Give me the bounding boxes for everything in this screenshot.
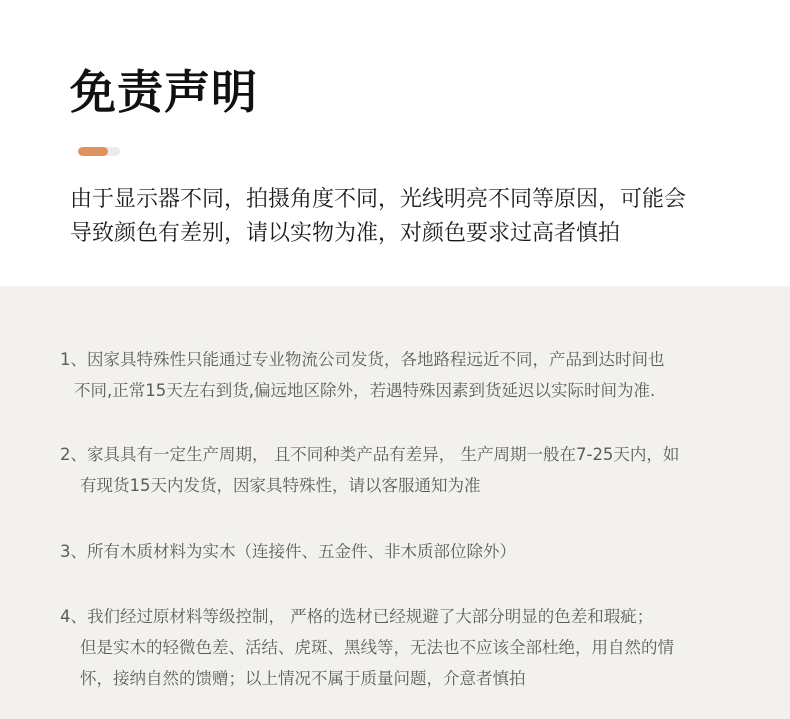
note-line: 不同,正常15天左右到货,偏远地区除外，若遇特殊因素到货延迟以实际时间为准. xyxy=(74,381,656,400)
note-line: 3、所有木质材料为实木（连接件、五金件、非木质部位除外） xyxy=(60,542,516,561)
note-line: 1、因家具特殊性只能通过专业物流公司发货，各地路程远近不同，产品到达时间也 xyxy=(60,350,665,369)
note-item-3 xyxy=(60,536,760,567)
header-section xyxy=(0,0,790,286)
intro-line: 导致颜色有差别，请以实物为准，对颜色要求过高者慎拍 xyxy=(70,221,621,246)
note-line: 怀，接纳自然的馈赠；以上情况不属于质量问题，介意者慎拍 xyxy=(80,669,526,688)
title-accent-bar xyxy=(78,147,120,156)
note-line: 但是实木的轻微色差、活结、虎斑、黑线等，无法也不应该全部杜绝，用自然的情 xyxy=(80,638,674,657)
notes-panel xyxy=(0,286,790,719)
note-item-1 xyxy=(60,344,760,406)
title-accent-fill xyxy=(78,147,108,156)
note-line: 有现货15天内发货，因家具特殊性，请以客服通知为准 xyxy=(80,476,481,495)
note-line: 4、我们经过原材料等级控制， 严格的选材已经规避了大部分明显的色差和瑕疵； xyxy=(60,607,654,626)
intro-line: 由于显示器不同，拍摄角度不同，光线明亮不同等原因，可能会 xyxy=(70,187,687,212)
note-line: 2、家具具有一定生产周期， 且不同种类产品有差异， 生产周期一般在7-25天内，如 xyxy=(60,445,680,464)
page-title: 免责声明 xyxy=(70,65,258,119)
note-item-2 xyxy=(60,439,760,501)
intro-text xyxy=(70,183,760,251)
note-item-4 xyxy=(60,601,760,694)
